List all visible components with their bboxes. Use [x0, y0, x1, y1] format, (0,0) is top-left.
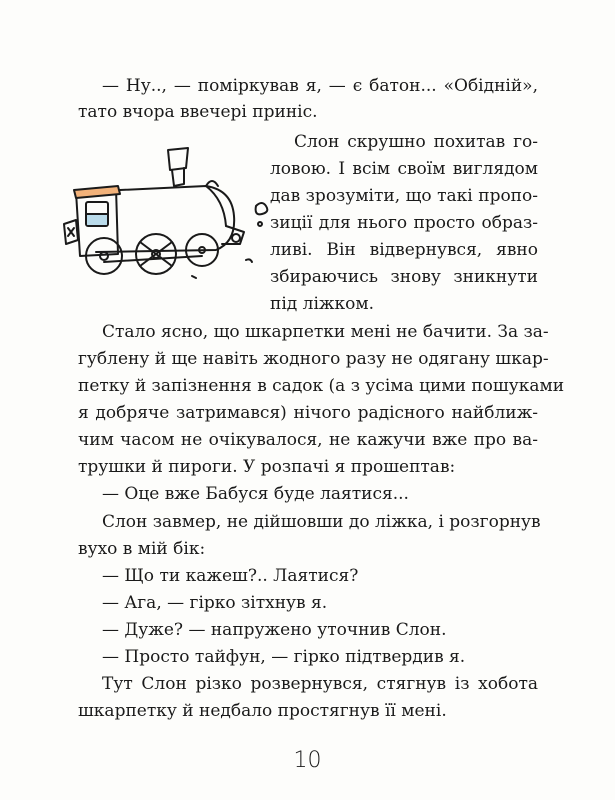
text-line: — Оце вже Бабуся буде лаятися...	[102, 484, 409, 504]
text-line: тато вчора ввечері приніс.	[78, 102, 318, 122]
text-line: трушки й пироги. У розпачі я прошептав:	[78, 457, 456, 477]
text-line: ливі. Він відвернувся, явно	[270, 240, 538, 260]
text-line: Тут Слон різко розвернувся, стягнув із хобота	[102, 674, 538, 694]
text-line: — Що ти кажеш?.. Лаятися?	[102, 566, 359, 586]
text-line: — Просто тайфун, — гірко підтвердив я.	[102, 647, 466, 667]
text-line: Слон завмер, не дійшовши до ліжка, і розгорнув	[102, 512, 541, 532]
page-number: 10	[293, 748, 322, 773]
text-line: петку й запізнення в садок (а з усіма цими пошуками	[78, 376, 565, 396]
text-line: — Ну.., — поміркував я, — є батон... «Обідній»,	[102, 76, 538, 96]
text-line: дав зрозуміти, що такі пропо-	[270, 186, 538, 206]
locomotive-illustration	[56, 128, 272, 288]
text-line: зиції для нього просто образ-	[270, 213, 538, 233]
text-line: ловою. І всім своїм виглядом	[270, 159, 538, 179]
text-line: збираючись знову зникнути	[270, 267, 538, 287]
text-line: я добряче затримався) нічого радісного найближ-	[78, 403, 538, 423]
text-line: — Дуже? — напружено уточнив Слон.	[102, 620, 447, 640]
text-line: Стало ясно, що шкарпетки мені не бачити. За за-	[102, 322, 549, 342]
text-line: шкарпетку й недбало простягнув її мені.	[78, 701, 447, 721]
text-line: під ліжком.	[270, 294, 375, 314]
text-line: Слон скрушно похитав го-	[294, 132, 538, 152]
text-line: — Ага, — гірко зітхнув я.	[102, 593, 328, 613]
text-line: гублену й ще навіть жодного разу не одягану шкар-	[78, 349, 549, 369]
text-line: чим часом не очікувалося, не кажучи вже про ва-	[78, 430, 538, 450]
text-line: вухо в мій бік:	[78, 539, 206, 559]
